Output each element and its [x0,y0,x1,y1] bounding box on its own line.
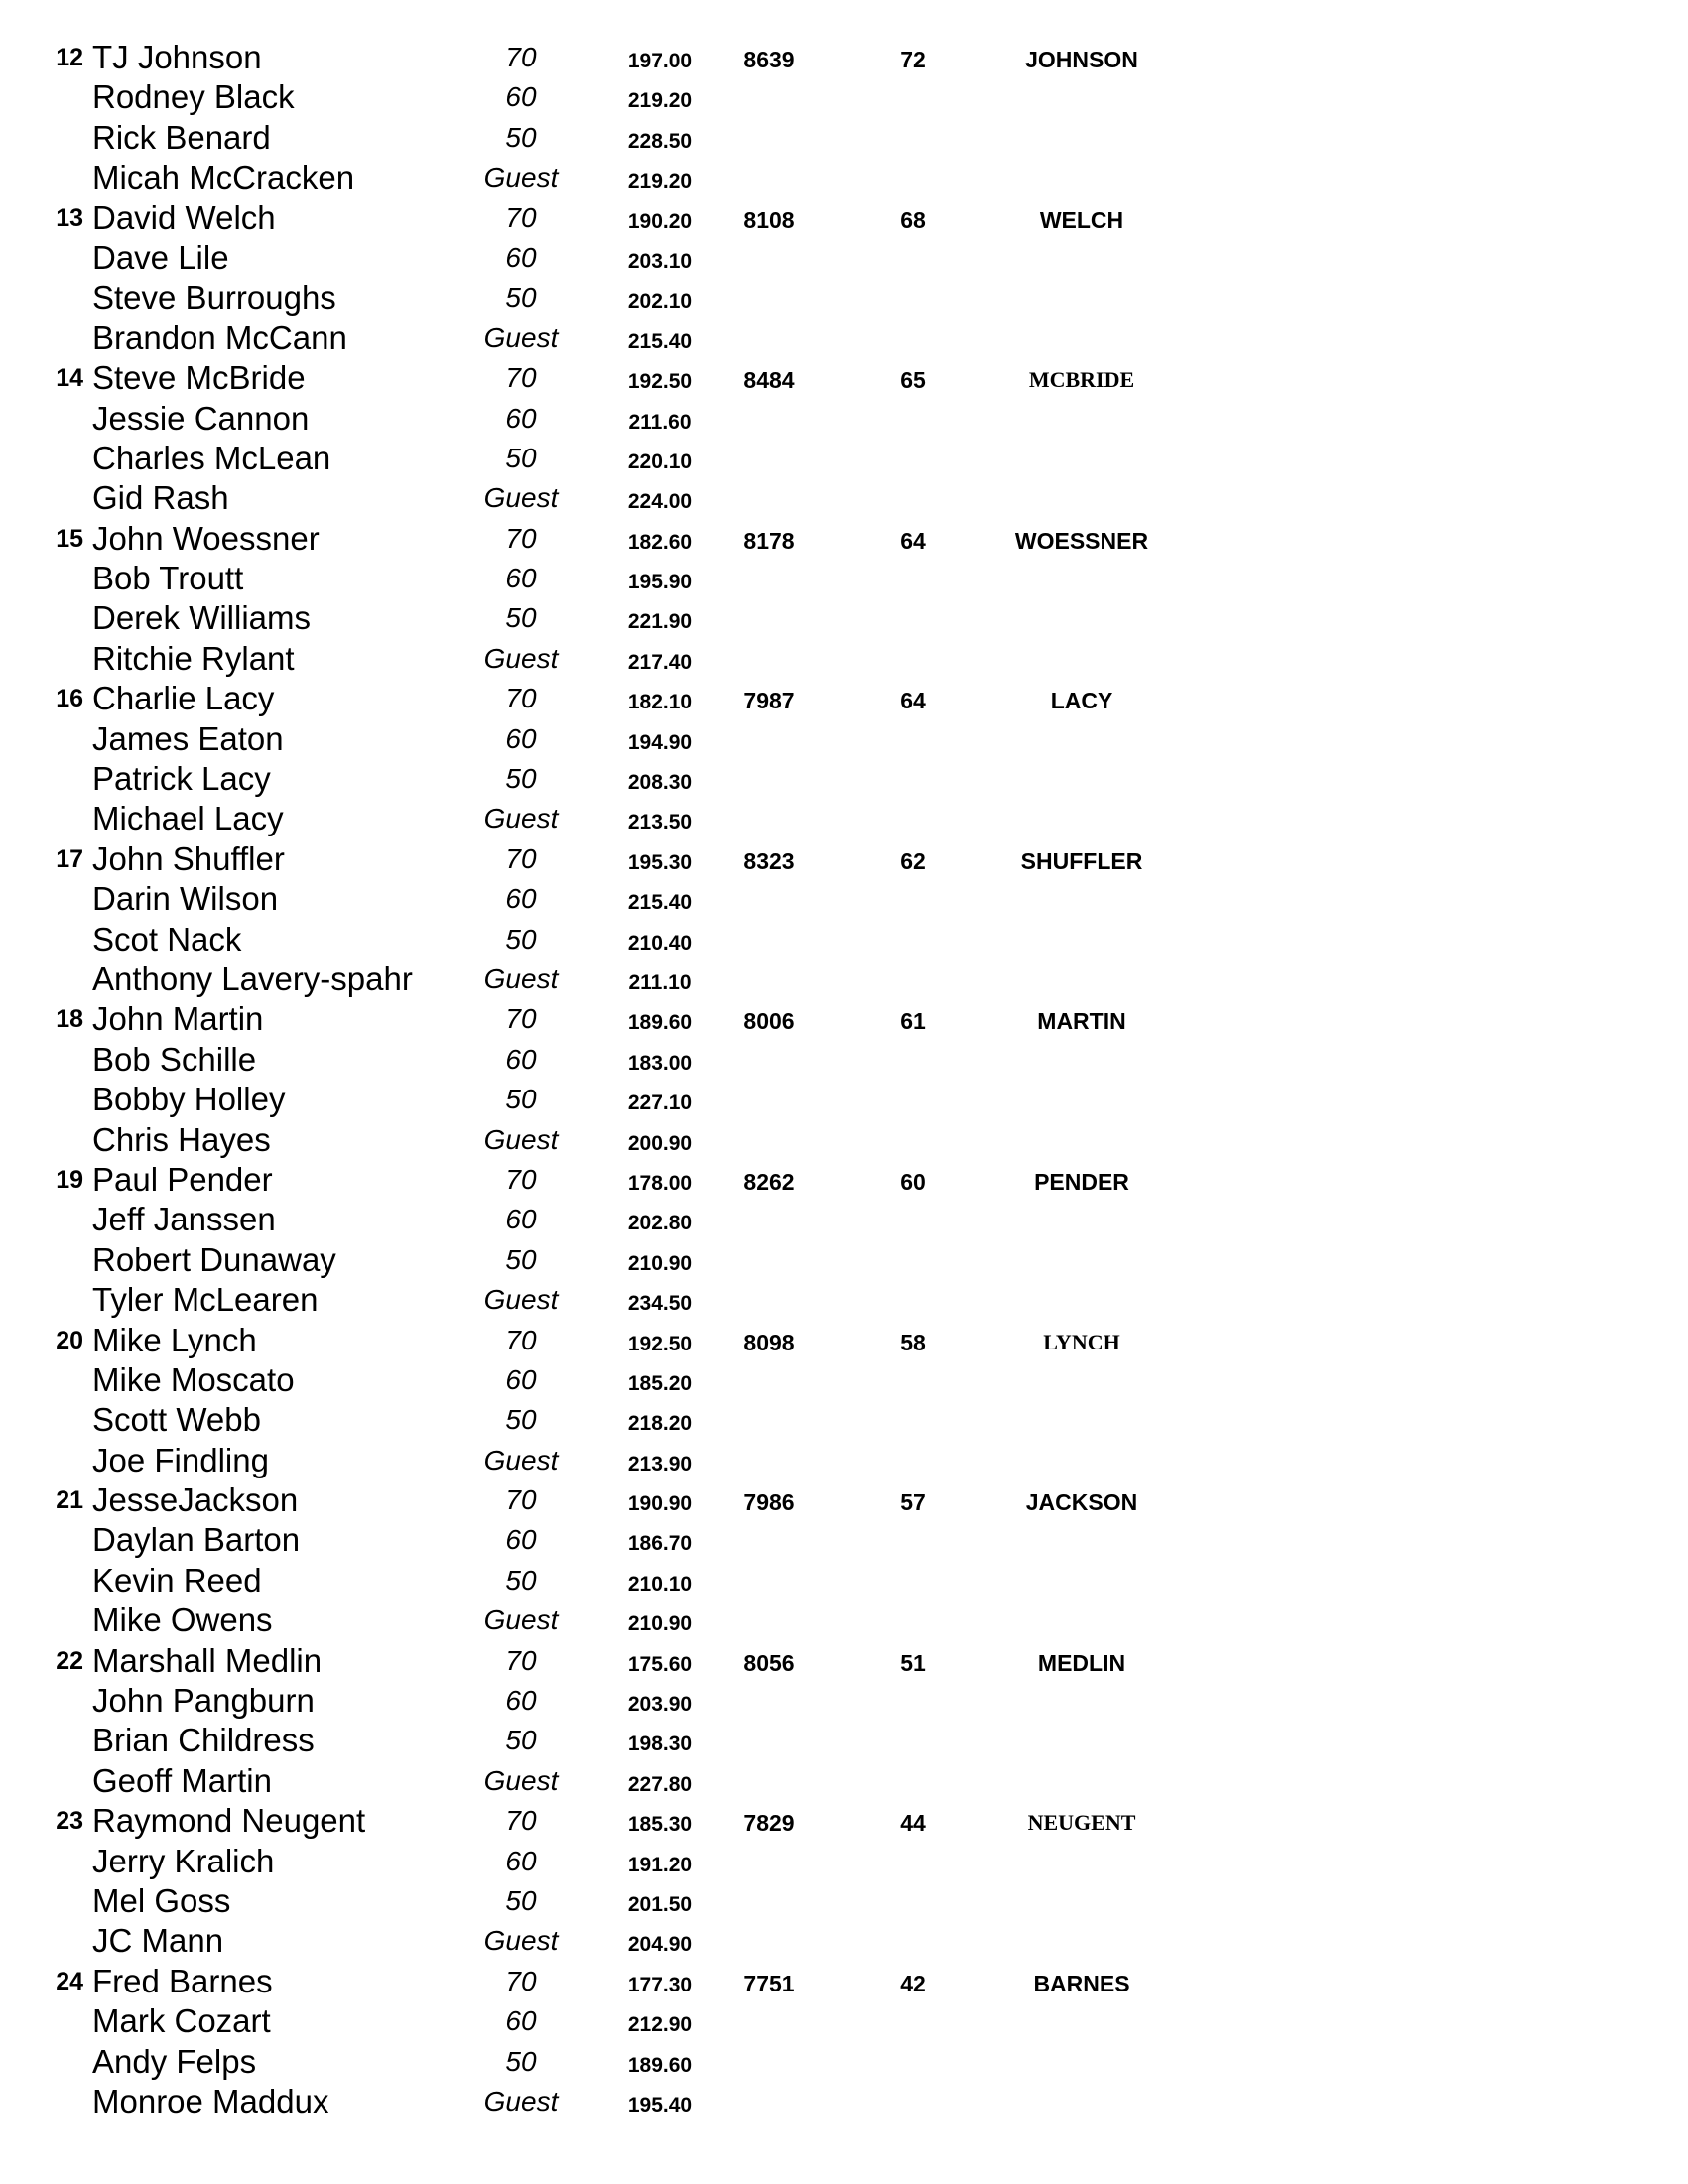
bowler-score: 217.40 [627,650,693,674]
bowler-category: 60 [505,81,537,113]
table-row [0,1402,1688,1442]
table-row [0,79,1688,119]
table-row [0,2003,1688,2043]
bowler-score: 191.20 [627,1853,693,1876]
bowler-name: John Woessner [92,519,320,557]
bowler-name: Charlie Lacy [92,680,275,717]
table-row [0,881,1688,921]
bowler-name: Daylan Barton [92,1521,301,1559]
bowler-category: 70 [505,201,537,233]
table-row [0,641,1688,681]
team-total: 7829 [743,1810,795,1837]
bowler-score: 201.50 [627,1892,693,1916]
bowler-score: 192.50 [627,1332,693,1355]
bowler-category: 60 [505,1685,537,1717]
table-row [0,1643,1688,1683]
bowler-name: JesseJackson [92,1481,299,1519]
bowler-category: 50 [505,1884,537,1916]
team-rank: 18 [56,1005,83,1034]
bowler-score: 202.80 [627,1212,693,1235]
team-rank: 22 [56,1646,83,1675]
bowler-category: 70 [505,42,537,72]
team-name: MEDLIN [1037,1649,1126,1676]
bowler-category: 50 [505,763,537,795]
bowler-category: 60 [505,1043,537,1075]
team-name: MCBRIDE [1028,367,1135,393]
bowler-name: Mel Goss [92,1881,231,1919]
bowler-name: Brian Childress [92,1722,315,1759]
bowler-category: 50 [505,121,537,153]
bowler-score: 195.30 [627,850,693,874]
table-row [0,1443,1688,1482]
bowler-score: 220.10 [627,450,693,473]
bowler-category: Guest [483,1925,559,1957]
bowler-score: 213.50 [627,811,693,835]
bowler-name: Bob Schille [92,1040,257,1078]
team-total: 8484 [743,367,795,394]
bowler-name: Steve McBride [92,359,306,397]
team-name: BARNES [1033,1970,1130,1996]
team-name: LACY [1050,688,1113,714]
bowler-category: 60 [505,1524,537,1556]
results-table [0,40,1688,2123]
team-total: 8006 [743,1008,795,1035]
bowler-name: Bob Troutt [92,560,244,597]
table-row [0,480,1688,520]
bowler-score: 221.90 [627,610,693,634]
bowler-name: Marshall Medlin [92,1641,323,1679]
table-row [0,1282,1688,1322]
team-rank: 16 [56,685,83,713]
bowler-name: John Martin [92,1000,264,1038]
bowler-score: 194.90 [627,730,693,754]
team-total: 8639 [743,47,795,72]
bowler-category: 60 [505,883,537,915]
bowler-score: 192.50 [627,370,693,394]
bowler-category: 50 [505,1243,537,1275]
team-rank: 24 [56,1967,83,1995]
table-row [0,1763,1688,1803]
table-row [0,1122,1688,1162]
bowler-score: 195.90 [627,571,693,594]
bowler-name: Chris Hayes [92,1120,271,1158]
bowler-name: Andy Felps [92,2042,257,2080]
bowler-category: 70 [505,1484,537,1516]
bowler-name: Dave Lile [92,238,229,276]
table-row [0,1001,1688,1041]
bowler-score: 211.60 [628,410,692,434]
bowler-name: Kevin Reed [92,1561,262,1599]
table-row [0,200,1688,240]
bowler-score: 203.10 [627,249,693,273]
bowler-name: Micah McCracken [92,159,355,196]
bowler-category: Guest [483,1764,559,1796]
bowler-name: David Welch [92,198,276,236]
bowler-category: Guest [483,1123,559,1155]
bowler-score: 185.20 [627,1371,693,1395]
table-row [0,2084,1688,2123]
team-name: WOESSNER [1014,527,1149,554]
bowler-name: James Eaton [92,719,284,757]
bowler-name: Scot Nack [92,920,242,958]
team-name: PENDER [1034,1168,1129,1195]
table-row [0,1883,1688,1923]
bowler-score: 182.10 [627,691,693,714]
bowler-category: Guest [483,803,559,835]
table-row [0,1844,1688,1883]
bowler-score: 197.00 [627,50,693,72]
team-points: 64 [900,527,926,554]
bowler-name: Charles McLean [92,439,331,476]
bowler-category: Guest [483,1444,559,1476]
bowler-category: 50 [505,442,537,473]
bowler-score: 215.40 [627,891,693,915]
bowler-name: Scott Webb [92,1401,261,1439]
bowler-name: Mark Cozart [92,2002,271,2040]
bowler-category: Guest [483,162,559,193]
table-row [0,1603,1688,1642]
bowler-category: 60 [505,1845,537,1876]
bowler-category: Guest [483,482,559,514]
bowler-name: Mike Lynch [92,1321,257,1358]
bowler-category: Guest [483,2085,559,2117]
bowler-name: Derek Williams [92,599,312,637]
table-row [0,841,1688,881]
bowler-name: Jessie Cannon [92,399,310,437]
bowler-score: 200.90 [627,1131,693,1155]
team-rank: 12 [56,44,83,71]
bowler-category: Guest [483,963,559,994]
bowler-score: 175.60 [627,1652,693,1676]
bowler-score: 189.60 [627,2053,693,2077]
bowler-category: 70 [505,1324,537,1355]
team-total: 8323 [743,847,795,874]
table-row [0,360,1688,400]
bowler-score: 210.90 [627,1251,693,1275]
team-points: 60 [900,1168,926,1195]
bowler-category: 70 [505,362,537,394]
bowler-score: 189.60 [627,1011,693,1035]
bowler-score: 210.10 [627,1572,693,1596]
table-row [0,401,1688,441]
team-total: 7751 [743,1970,795,1996]
bowler-name: Gid Rash [92,479,229,517]
team-rank: 13 [56,203,83,232]
team-rank: 20 [56,1326,83,1354]
bowler-category: 70 [505,1965,537,1996]
bowler-category: 50 [505,1725,537,1756]
team-total: 8108 [743,206,795,233]
table-row [0,1042,1688,1082]
team-points: 51 [900,1649,926,1676]
table-row [0,962,1688,1001]
bowler-category: 70 [505,1805,537,1837]
bowler-category: 60 [505,2005,537,2037]
team-name: NEUGENT [1027,1810,1136,1836]
bowler-score: 219.20 [627,170,693,193]
table-row [0,120,1688,160]
bowler-name: Mike Moscato [92,1360,295,1398]
team-points: 68 [900,206,926,233]
bowler-category: 70 [505,683,537,714]
bowler-category: 60 [505,241,537,273]
bowler-score: 208.30 [627,771,693,795]
bowler-category: 50 [505,1084,537,1115]
bowler-score: 227.10 [627,1092,693,1115]
bowler-category: 70 [505,842,537,874]
bowler-score: 190.20 [627,209,693,233]
team-total: 8098 [743,1329,795,1355]
team-name: MARTIN [1037,1008,1126,1035]
bowler-category: 60 [505,402,537,434]
team-name: JOHNSON [1025,47,1138,72]
team-points: 64 [900,688,926,714]
bowler-category: 50 [505,1564,537,1596]
team-rank: 21 [56,1486,83,1515]
table-row [0,1482,1688,1522]
table-row [0,801,1688,840]
team-name: SHUFFLER [1020,847,1143,874]
table-row [0,1723,1688,1762]
bowler-score: 210.90 [627,1612,693,1636]
bowler-category: 50 [505,1404,537,1436]
bowler-score: 215.40 [627,329,693,353]
table-row [0,1202,1688,1241]
team-total: 8178 [743,527,795,554]
table-row [0,521,1688,561]
team-rank: 17 [56,844,83,873]
bowler-name: Bobby Holley [92,1081,286,1118]
team-name: WELCH [1039,206,1124,233]
team-points: 42 [900,1970,926,1996]
bowler-category: 70 [505,1163,537,1195]
bowler-category: 50 [505,282,537,314]
bowler-name: JC Mann [92,1922,224,1960]
bowler-score: 185.30 [627,1813,693,1837]
bowler-name: Monroe Maddux [92,2082,329,2120]
bowler-name: Jeff Janssen [92,1201,276,1238]
bowler-category: 70 [505,1003,537,1035]
bowler-category: 50 [505,923,537,955]
table-row [0,40,1688,79]
table-row [0,1242,1688,1282]
bowler-score: 228.50 [627,129,693,153]
table-row [0,280,1688,320]
bowler-score: 202.10 [627,290,693,314]
bowler-name: Jerry Kralich [92,1842,275,1879]
bowler-score: 204.90 [627,1933,693,1957]
team-rank: 19 [56,1165,83,1194]
bowler-name: Brandon McCann [92,319,347,356]
table-row [0,1563,1688,1603]
bowler-score: 182.60 [627,530,693,554]
bowler-score: 212.90 [627,2013,693,2037]
team-points: 72 [900,47,926,72]
bowler-category: 70 [505,522,537,554]
bowler-score: 178.00 [627,1171,693,1195]
bowler-category: 50 [505,602,537,634]
table-row [0,922,1688,962]
bowler-score: 177.30 [627,1973,693,1996]
bowler-category: Guest [483,321,559,353]
bowler-name: TJ Johnson [92,39,262,75]
bowler-name: Patrick Lacy [92,760,271,798]
table-row [0,600,1688,640]
table-row [0,1323,1688,1362]
bowler-name: Rodney Black [92,78,295,116]
team-rank: 15 [56,524,83,553]
bowler-score: 213.90 [627,1452,693,1476]
team-points: 65 [900,367,926,394]
table-row [0,160,1688,199]
table-row [0,681,1688,720]
table-row [0,1082,1688,1121]
team-total: 8056 [743,1649,795,1676]
bowler-score: 190.90 [627,1492,693,1516]
bowler-score: 224.00 [627,490,693,514]
table-row [0,1964,1688,2003]
bowler-name: Fred Barnes [92,1962,273,1999]
team-rank: 14 [56,364,83,393]
team-rank: 23 [56,1807,83,1836]
bowler-score: 211.10 [628,970,692,994]
team-name: JACKSON [1025,1489,1138,1516]
bowler-name: Steve Burroughs [92,279,336,317]
bowler-name: Tyler McLearen [92,1281,319,1319]
bowler-score: 234.50 [627,1292,693,1316]
bowler-category: 60 [505,1363,537,1395]
bowler-name: Anthony Lavery-spahr [92,960,413,997]
bowler-score: 183.00 [627,1051,693,1075]
bowler-category: Guest [483,1284,559,1316]
team-name: LYNCH [1043,1329,1120,1354]
bowler-name: Paul Pender [92,1160,273,1198]
bowler-name: Darin Wilson [92,880,279,918]
team-points: 61 [900,1008,926,1035]
bowler-score: 186.70 [627,1532,693,1556]
bowler-category: Guest [483,1605,559,1636]
bowler-name: Ritchie Rylant [92,639,295,677]
bowler-name: Robert Dunaway [92,1240,336,1278]
team-total: 8262 [743,1168,795,1195]
bowler-score: 218.20 [627,1412,693,1436]
bowler-name: John Pangburn [92,1682,315,1720]
table-row [0,1162,1688,1202]
bowler-name: Michael Lacy [92,800,284,837]
bowler-name: Raymond Neugent [92,1802,366,1840]
bowler-score: 195.40 [627,2093,693,2117]
bowler-name: Joe Findling [92,1441,269,1478]
table-row [0,321,1688,360]
team-points: 44 [900,1810,926,1837]
bowler-category: 60 [505,1204,537,1235]
bowler-name: Rick Benard [92,118,271,156]
table-row [0,1522,1688,1562]
table-row [0,2044,1688,2084]
table-row [0,761,1688,801]
bowler-score: 203.90 [627,1693,693,1717]
bowler-category: 70 [505,1644,537,1676]
table-row [0,561,1688,600]
team-total: 7986 [743,1489,795,1516]
bowler-category: 60 [505,722,537,754]
bowler-category: Guest [483,642,559,674]
team-points: 57 [900,1489,926,1516]
bowler-name: Geoff Martin [92,1761,272,1799]
table-row [0,1803,1688,1843]
team-points: 58 [900,1329,926,1355]
bowler-category: 60 [505,563,537,594]
table-row [0,1923,1688,1963]
team-total: 7987 [743,688,795,714]
table-row [0,240,1688,280]
table-row [0,721,1688,761]
team-points: 62 [900,847,926,874]
bowler-name: John Shuffler [92,839,285,877]
bowler-score: 198.30 [627,1733,693,1756]
table-row [0,441,1688,480]
bowler-category: 50 [505,2045,537,2077]
bowler-score: 227.80 [627,1772,693,1796]
table-row [0,1683,1688,1723]
table-row [0,1362,1688,1402]
bowler-name: Mike Owens [92,1602,273,1639]
bowler-score: 210.40 [627,931,693,955]
bowler-score: 219.20 [627,89,693,113]
